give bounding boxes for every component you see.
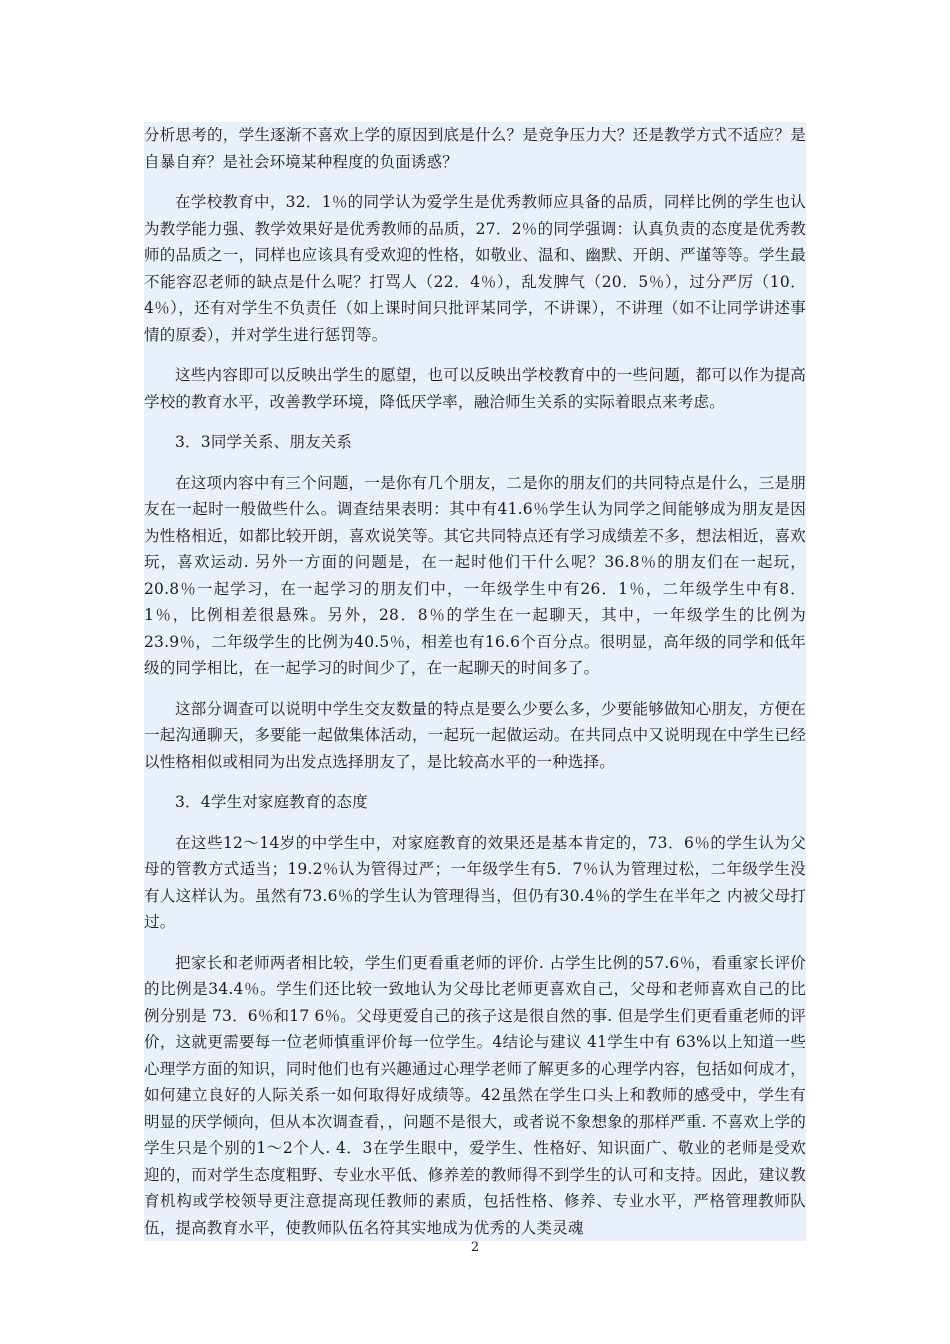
body-text: [144, 122, 806, 1241]
paragraph-4: 在这项内容中有三个问题，一是你有几个朋友，二是你的朋友们的共同特点是什么，三是朋友在一起时一般做些什么。调查结果表明：其中有41.6％学生认为同学之间能够成为朋友是因为性格相近，如都比较开朗，喜欢说笑等。其它共同特点还有学习成绩差不多，想法相近，喜欢玩，喜欢运动. 另外一方面的问题是，在一起时他们干什么呢？36.8％的朋友们在一起玩，20.8％一起学习，在一起学习的朋友们中，一年级学生中有26．1％，二年级学生中有8．1％，比例相差很悬殊。另外，28．8％的学生在一起聊天，其中，一年级学生的比例为23.9％，二年级学生的比例为40.5％，相差也有16.6个百分点。很明显，高年级的同学和低年级的同学相比，在一起学习的时间少了，在一起聊天的时间多了。: [144, 473, 806, 677]
paragraph-1: 分析思考的，学生逐渐不喜欢上学的原因到底是什么？是竞争压力大？还是教学方式不适应？是自暴自弃？是社会环境某种程度的负面诱惑？: [144, 126, 806, 171]
section-heading-3-4: 3．4学生对家庭教育的态度: [175, 793, 368, 811]
paragraph-6: 在这些12～14岁的中学生中，对家庭教育的效果还是基本肯定的，73．6％的学生认为父母的管教方式适当；19.2％认为管得过严；一年级学生有5．7％认为管理过松，二年级学生没有人这样认为。虽然有73.6％的学生认为管理得当，但仍有30.4％的学生在半年之 内被父母打过。: [144, 833, 806, 931]
paragraph-7: 把家长和老师两者相比较，学生们更看重老师的评价. 占学生比例的57.6％，看重家长评价的比例是34.4％。学生们还比较一致地认为父母比老师更喜欢自己，父母和老师喜欢自己的比例分别是 73．6％和17 6％。父母更爱自己的孩子这是很自然的事. 但是学生们更看重老师的评价，这就更需要每一位老师慎重评价每一位学生。4结论与建议 41学生中有 63%以上知道一些心理学方面的知识，同时他们也有兴趣通过心理学老师了解更多的心理学内容，包括如何成才，如何建立良好的人际关系一如何取得好成绩等。42虽然在学生口头上和教师的感受中，学生有明显的厌学倾向，但从本次调查看，，问题不是很大，或者说不象想象的那样严重. 不喜欢上学的学生只是个别的1～2个人. 4．3在学生眼中，爱学生、性格好、知识面广、敬业的老师是受欢迎的，而对学生态度粗野、专业水平低、修养差的教师得不到学生的认可和支持。因此，建议教育机构或学校领导更注意提高现任教师的素质，包括性格、修养、专业水平，严格管理教师队伍，提高教育水平，使教师队伍名符其实地成为优秀的人类灵魂: [144, 953, 806, 1237]
paragraph-3: 这些内容即可以反映出学生的愿望，也可以反映出学校教育中的一些问题，都可以作为提高学校的教育水平，改善教学环境，降低厌学率，融洽师生关系的实际着眼点来考虑。: [144, 366, 806, 411]
paragraph-2: 在学校教育中，32．1％的同学认为爱学生是优秀教师应具备的品质，同样比例的学生也认为教学能力强、教学效果好是优秀教师的品质，27．2％的同学强调：认真负责的态度是优秀教师的品质之一，同样也应该具有受欢迎的性格，如敬业、温和、幽默、开朗、严谨等等。学生最不能容忍老师的缺点是什么呢？打骂人（22．4％），乱发脾气（20．5％），过分严厉（10．4％），还有对学生不负责任（如上课时间只批评某同学，不讲课），不讲理（如不让同学讲述事情的原委），并对学生进行惩罚等。: [144, 193, 806, 344]
section-heading-3-3: 3．3同学关系、朋友关系: [175, 433, 353, 451]
paragraph-5: 这部分调查可以说明中学生交友数量的特点是要么少要么多，少要能够做知心朋友，方便在一起沟通聊天，多要能一起做集体活动，一起玩一起做运动。在共同点中又说明现在中学生已经以性格相似或相同为出发点选择朋友了，是比较高水平的一种选择。: [144, 699, 806, 771]
page-number: 2: [470, 1240, 480, 1255]
